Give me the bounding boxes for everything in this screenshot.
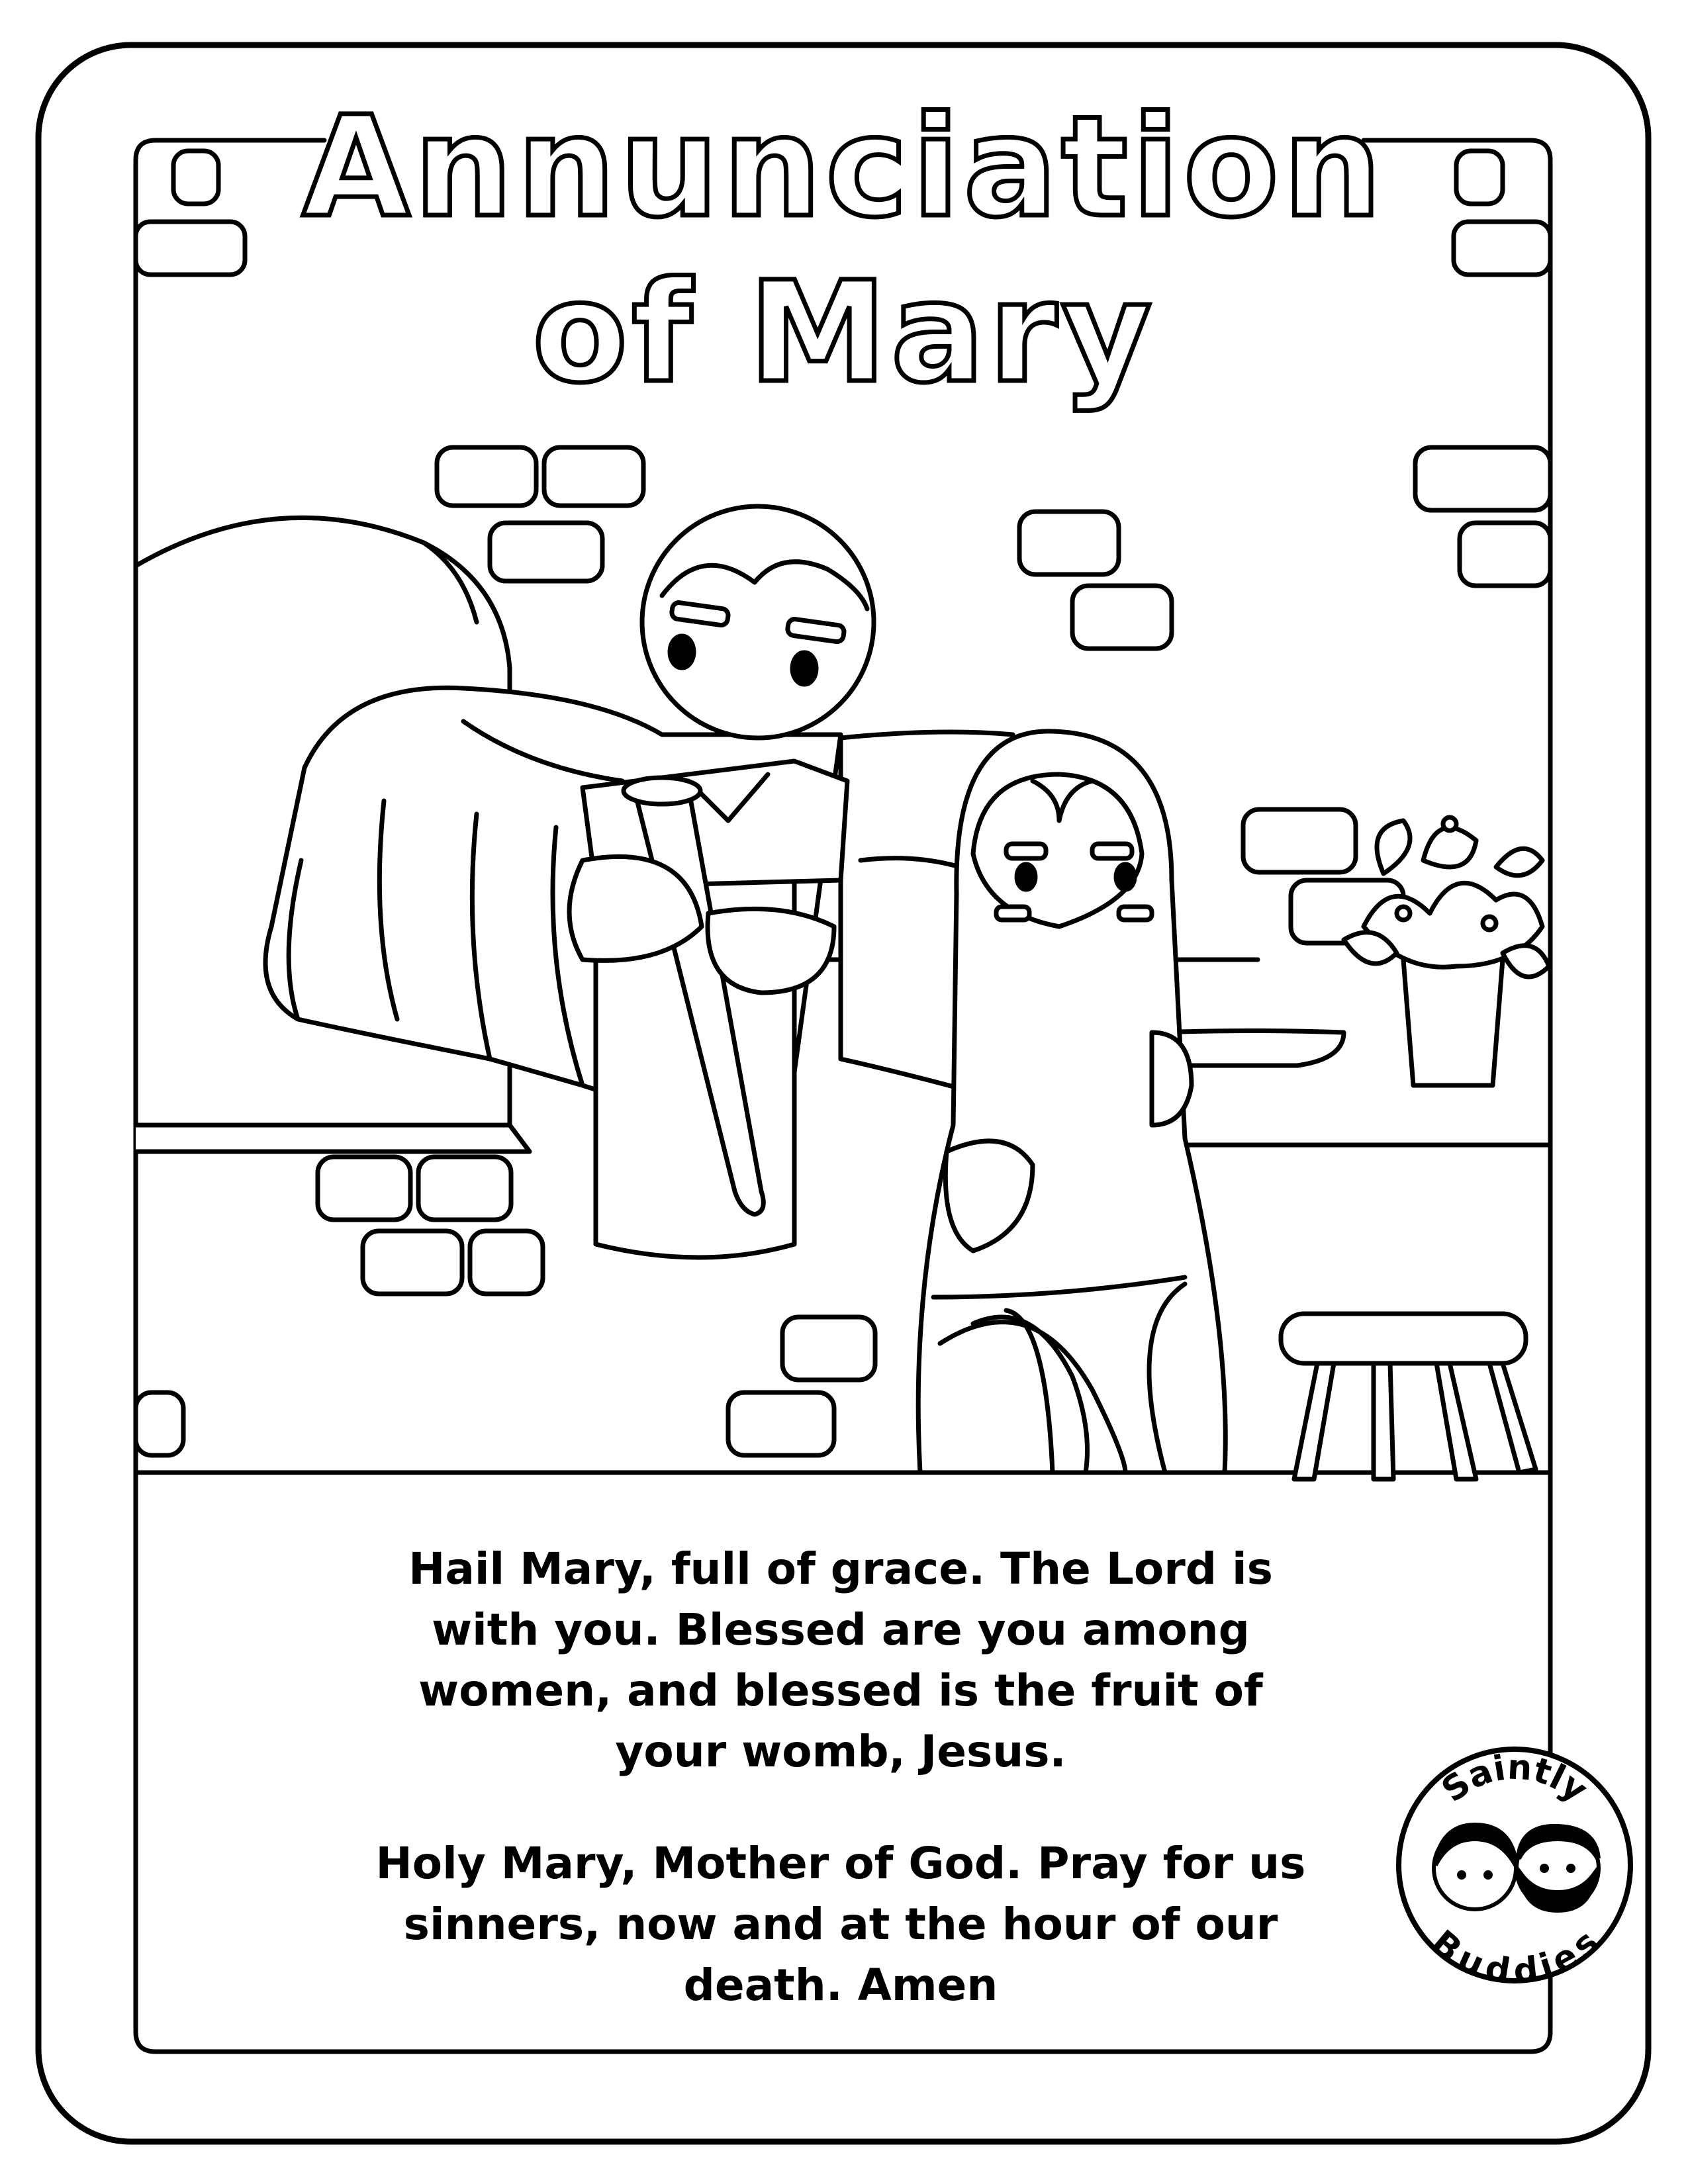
page-title-line2: of Mary	[532, 251, 1156, 414]
prayer-paragraph-1: Hail Mary, full of grace. The Lord is with you. Blessed are you among women, and blessed is the fruit of your womb, Jesus.	[408, 1543, 1273, 1777]
logo-top-text: Saintly	[1434, 1747, 1595, 1811]
logo-face-mary-icon	[1434, 1825, 1516, 1909]
logo-face-joseph-icon	[1517, 1827, 1599, 1910]
page-title-line1: Annunciation	[302, 86, 1386, 248]
saintly-buddies-logo	[1389, 1739, 1640, 1991]
prayer-paragraph-2: Holy Mary, Mother of God. Pray for us sinners, now and at the hour of our death. Amen	[375, 1838, 1306, 2011]
logo-bottom-text: Buddies	[1423, 1923, 1607, 1991]
